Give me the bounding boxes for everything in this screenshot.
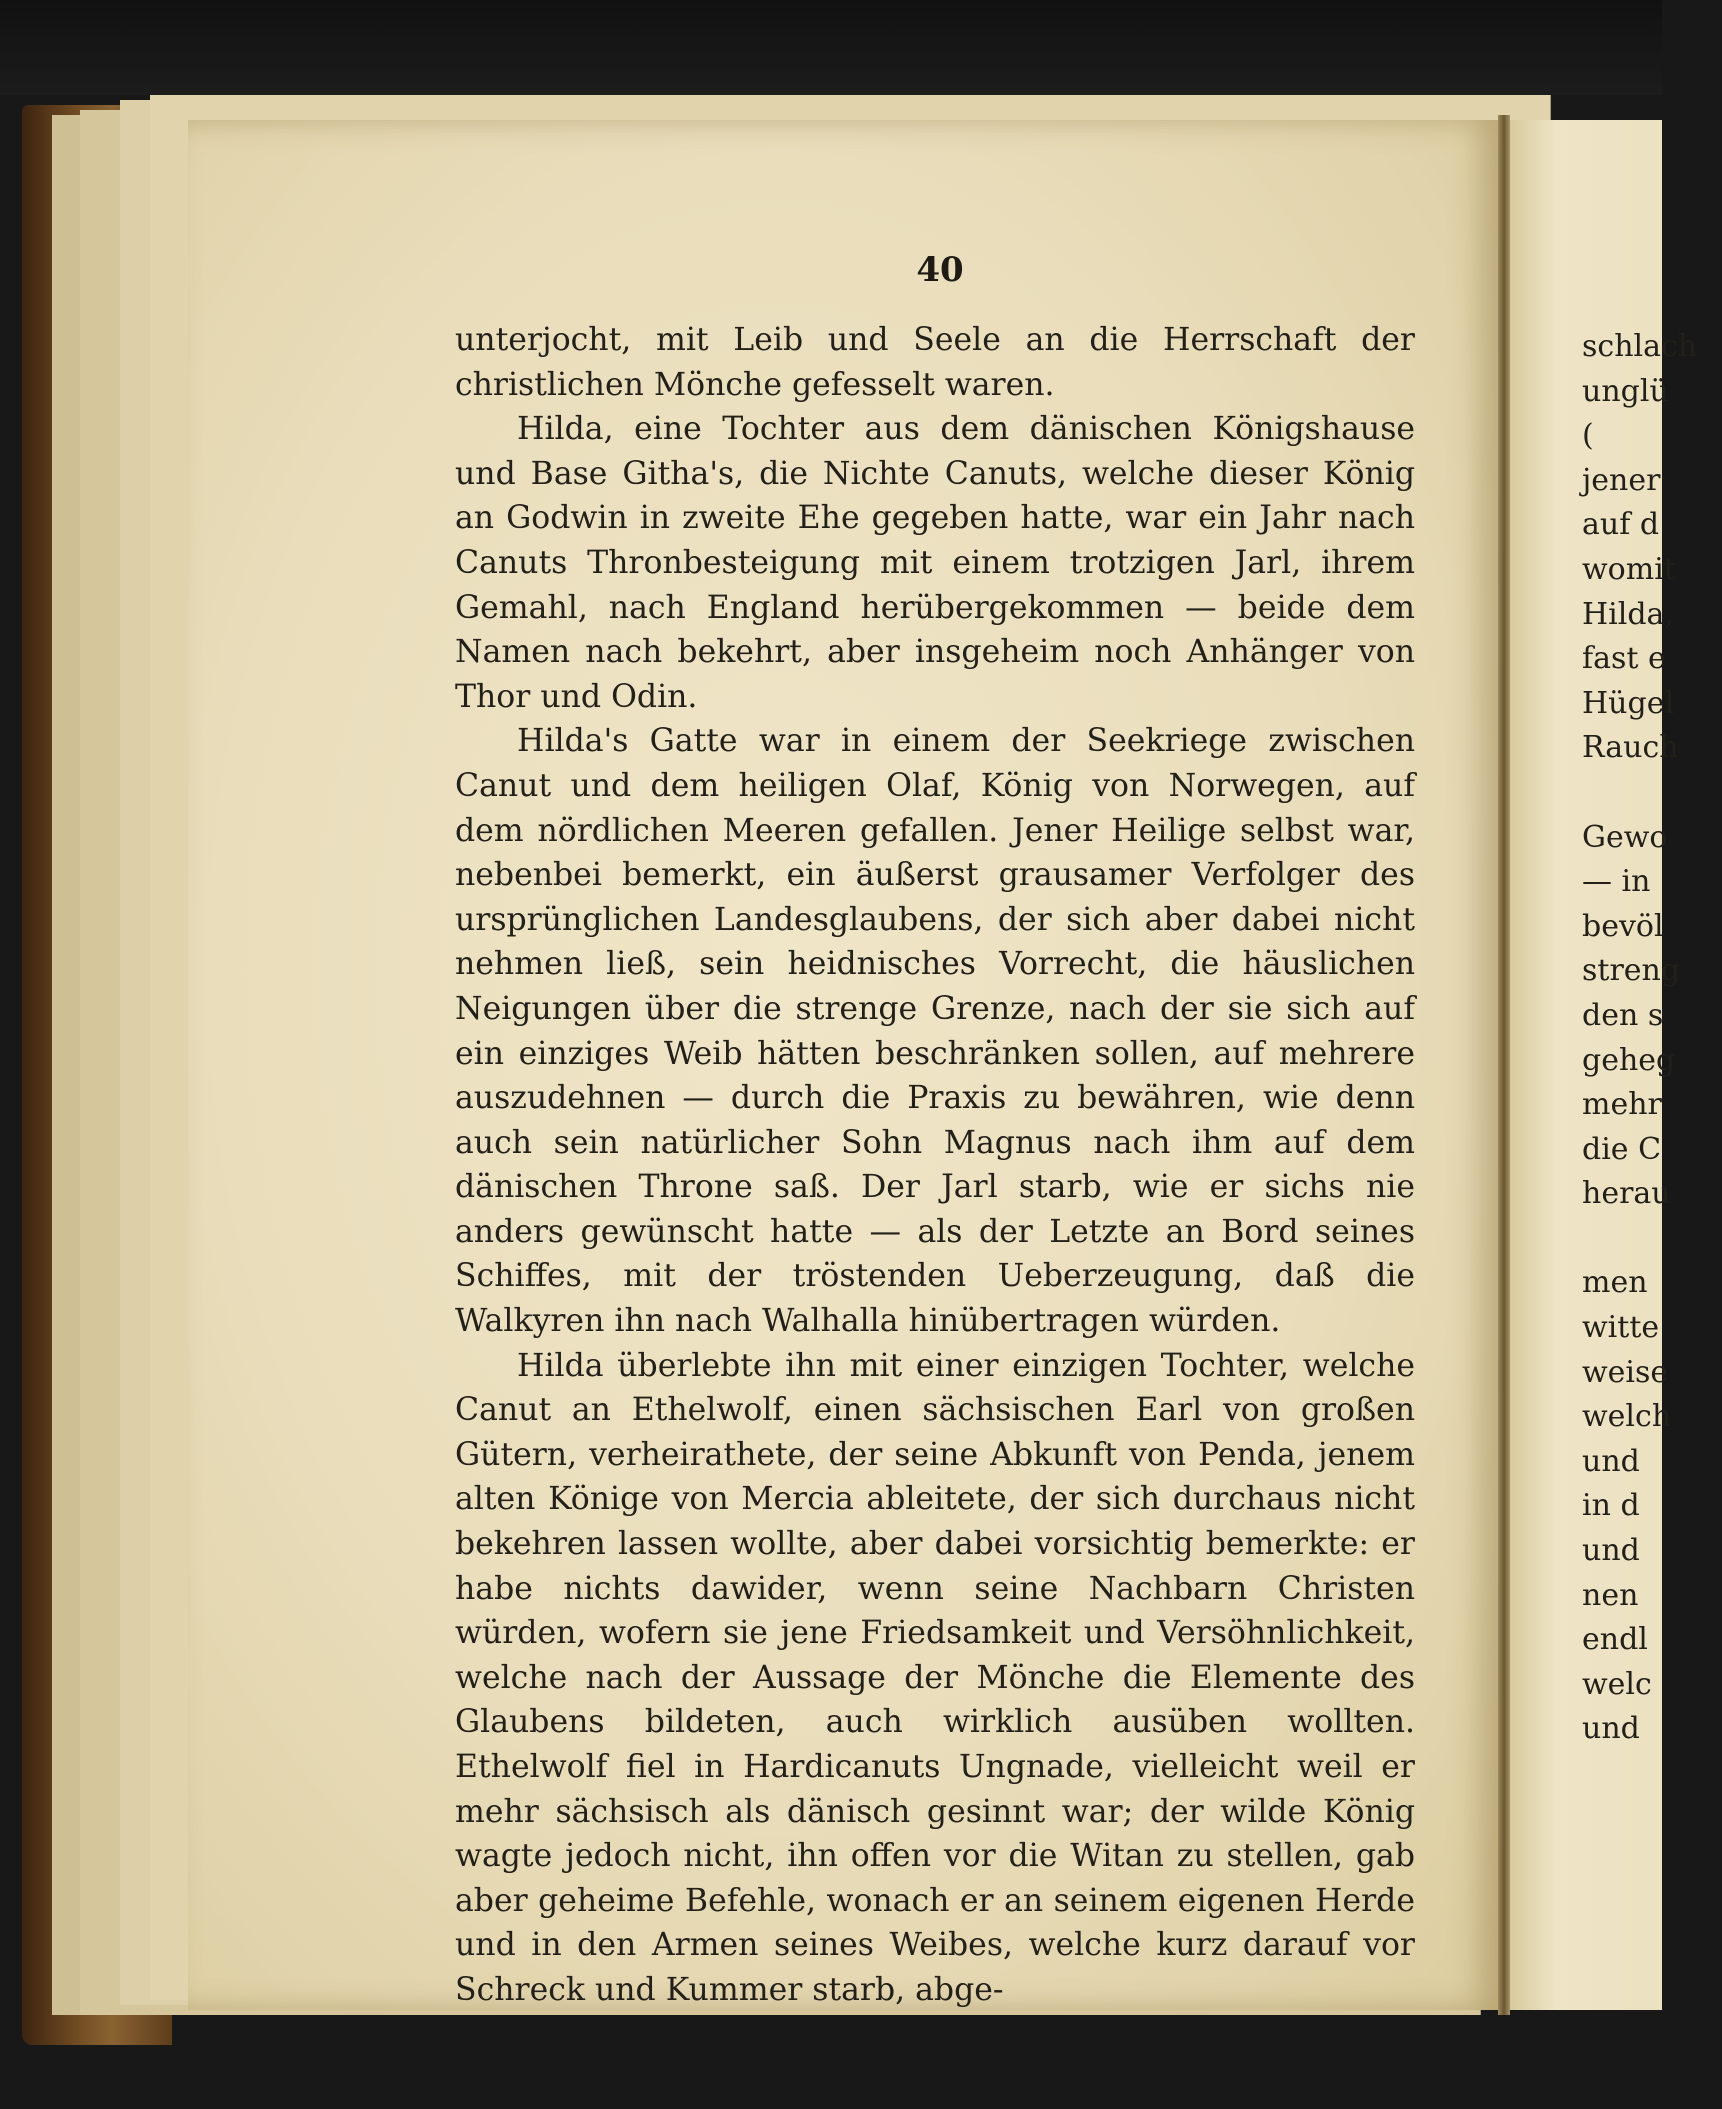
page-number: 40 xyxy=(916,250,964,290)
scan-background xyxy=(0,0,1662,95)
right-page-line: nen xyxy=(1582,1577,1639,1613)
book-gutter xyxy=(1498,115,1510,2015)
right-page-line: welch xyxy=(1582,1399,1672,1435)
right-page-line: welc xyxy=(1582,1666,1652,1702)
right-page-line: den s xyxy=(1582,997,1664,1033)
right-page-line: witte xyxy=(1582,1310,1660,1346)
body-text xyxy=(455,318,1415,2013)
paragraph: Hilda überlebte ihn mit einer einzigen Tochter, welche Canut an Ethelwolf, einen sächsischen Earl von großen Gütern, verheirathete, der seine Abkunft von Penda, jenem alten Könige von Mercia ableitete, der sich durchaus nicht bekehren lassen wollte, aber dabei vorsichtig bemerkte: er habe nichts dawider, wenn seine Nachbarn Christen würden, wofern sie jene Friedsamkeit und Versöhnlichkeit, welche nach der Aussage der Mönche die Elemente des Glaubens bildeten, auch wirklich ausüben wollten. Ethelwolf fiel in Hardicanuts Ungnade, vielleicht weil er mehr sächsisch als dänisch gesinnt war; der wilde König wagte jedoch nicht, ihn offen vor die Witan zu stellen, gab aber geheime Befehle, wonach er an seinem eigenen Herde und in den Armen seines Weibes, welche kurz darauf vor Schreck und Kummer starb, abge- xyxy=(455,1347,1415,2008)
right-page-line: schlach xyxy=(1582,329,1698,364)
right-page-line: streng xyxy=(1582,953,1681,989)
right-page-line: herau xyxy=(1582,1176,1671,1212)
right-page-line: men xyxy=(1582,1265,1648,1301)
right-page-line: endl xyxy=(1582,1622,1648,1658)
right-page-line: und xyxy=(1582,1711,1640,1747)
right-page-line: Hügel xyxy=(1582,685,1675,721)
right-page-line: mehr xyxy=(1582,1087,1662,1123)
right-page-line: und xyxy=(1582,1443,1640,1479)
right-page-line: unglü xyxy=(1582,373,1669,409)
right-page-line: weise xyxy=(1582,1354,1669,1390)
right-page-line: Hilda, xyxy=(1582,596,1674,632)
right-page-line: fast e xyxy=(1582,641,1666,677)
right-page-line xyxy=(1582,771,1722,816)
paragraph: unterjocht, mit Leib und Seele an die Herrschaft der christlichen Mönche gefesselt waren. xyxy=(455,322,1415,403)
right-page-line: — in xyxy=(1582,864,1651,900)
paragraph: Hilda, eine Tochter aus dem dänischen Königshause und Base Githa's, die Nichte Canuts, welche dieser König an Godwin in zweite Ehe gegeben hatte, war ein Jahr nach Canuts Thronbesteigung mit einem trotzigen Jarl, ihrem Gemahl, nach England herübergekommen — beide dem Namen nach bekehrt, aber insgeheim noch Anhänger von Thor und Odin. xyxy=(455,411,1415,715)
right-page-line: Gewo xyxy=(1582,819,1668,855)
right-page-line: jener xyxy=(1582,462,1661,498)
right-page-line: bevöl xyxy=(1582,908,1664,944)
right-page-line: geheg xyxy=(1582,1042,1676,1078)
right-page-line: Rauch xyxy=(1582,730,1679,766)
right-page-line: womit xyxy=(1582,551,1676,587)
right-page-line xyxy=(1582,1217,1722,1262)
right-page-line: die C xyxy=(1582,1131,1662,1167)
right-page-line: in d xyxy=(1582,1488,1640,1524)
right-page-text xyxy=(1582,325,1722,1752)
right-page-line: auf d xyxy=(1582,507,1660,543)
paragraph: Hilda's Gatte war in einem der Seekriege zwischen Canut und dem heiligen Olaf, König von Norwegen, auf dem nördlichen Meeren gefallen. Jener Heilige selbst war, nebenbei bemerkt, ein äußerst grausamer Verfolger des ursprünglichen Landesglaubens, der sich aber dabei nicht nehmen ließ, sein heidnisches Vorrecht, die häuslichen Neigungen über die strenge Grenze, nach der sie sich auf ein einziges Weib hätten beschränken sollen, auf mehrere auszudehnen — durch die Praxis zu bewähren, wie denn auch sein natürlicher Sohn Magnus nach ihm auf dem dänischen Throne saß. Der Jarl starb, wie er sichs nie anders gewünscht hatte — als der Letzte an Bord seines Schiffes, mit der tröstenden Ueberzeugung, daß die Walkyren ihn nach Walhalla hinübertragen würden. xyxy=(455,723,1415,1340)
right-page-line: ( xyxy=(1582,418,1594,454)
right-page-line: und xyxy=(1582,1533,1640,1569)
